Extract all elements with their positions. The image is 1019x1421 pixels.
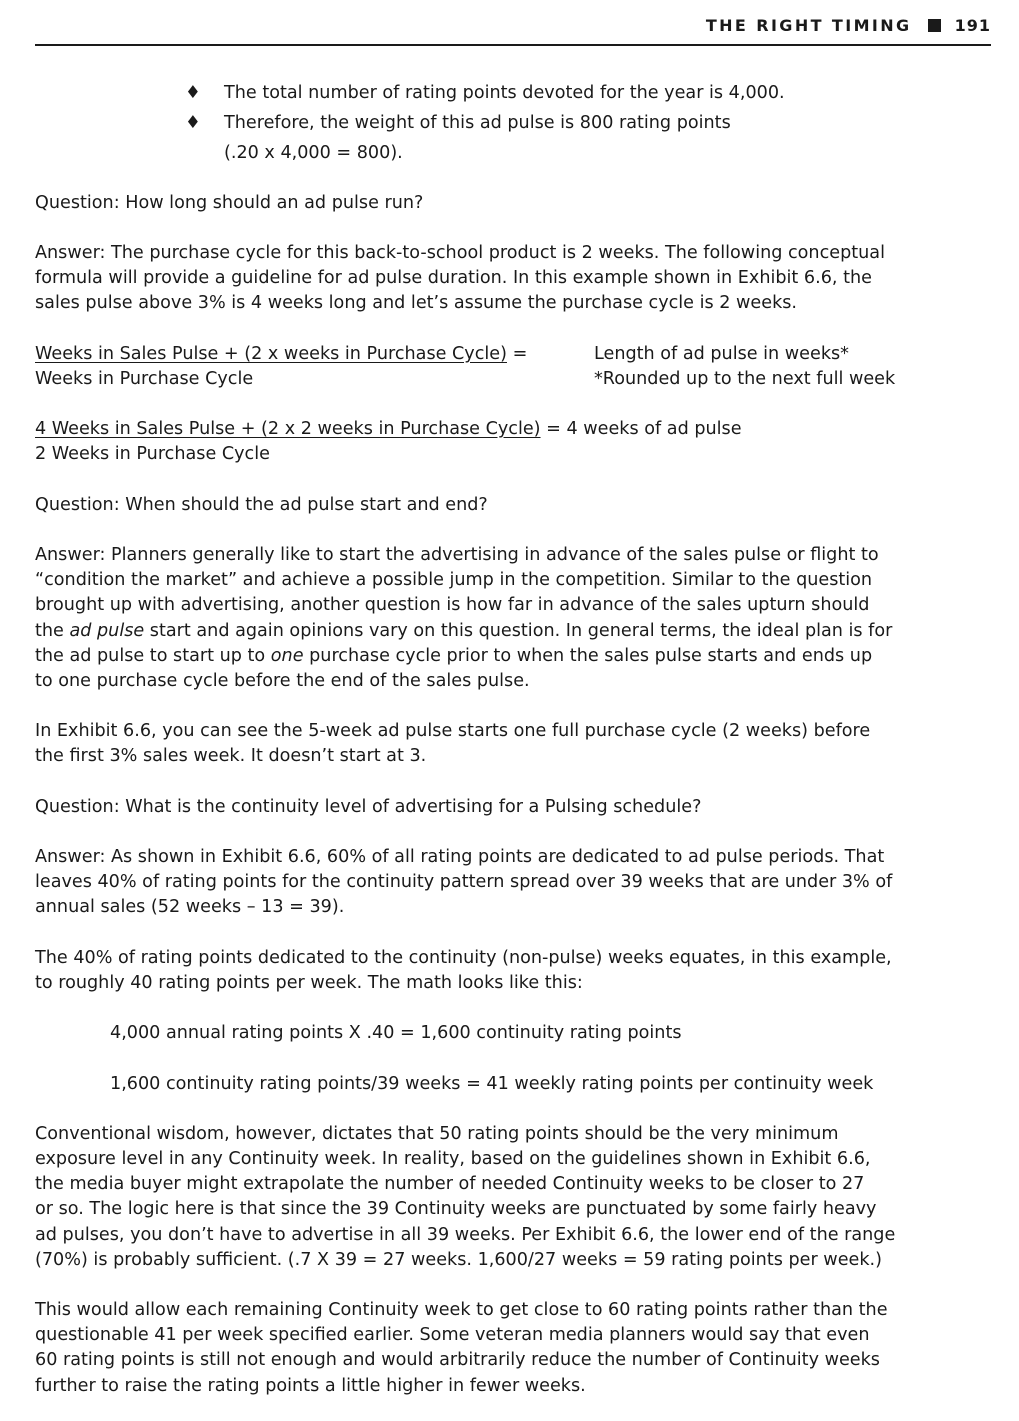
paragraph-line: questionable 41 per week specified earlier. Some veteran media planners would say that even [35, 1325, 870, 1345]
square-separator-icon [928, 19, 941, 32]
formula-footnote: *Rounded up to the next full week [594, 369, 896, 389]
paragraph-line: Answer: The purchase cycle for this back-to-school product is 2 weeks. The following conceptual [35, 243, 885, 263]
paragraph-line: formula will provide a guideline for ad pulse duration. In this example shown in Exhibit 6.6, the [35, 268, 872, 288]
text-run: start and again opinions vary on this question. In general terms, the ideal plan is for [144, 621, 893, 641]
formula-example-numerator-line [35, 417, 742, 442]
paragraph-line: or so. The logic here is that since the 39 Continuity weeks are punctuated by some fairly heavy [35, 1199, 877, 1219]
formula-numerator-line [35, 342, 527, 367]
text-run: purchase cycle prior to when the sales pulse starts and ends up [303, 646, 873, 666]
paragraph-line: further to raise the rating points a little higher in fewer weeks. [35, 1376, 586, 1396]
paragraph-line: ad pulses, you don’t have to advertise in all 39 weeks. Per Exhibit 6.6, the lower end of the range [35, 1225, 896, 1245]
paragraph-line: (70%) is probably sufficient. (.7 X 39 = 27 weeks. 1,600/27 weeks = 59 rating points per week.) [35, 1250, 882, 1270]
calculation-line: 1,600 continuity rating points/39 weeks = 41 weekly rating points per continuity week [110, 1074, 874, 1094]
bullet-item-text: (.20 x 4,000 = 800). [224, 143, 403, 163]
emphasis-text: ad pulse [69, 621, 145, 641]
paragraph-line: Answer: Planners generally like to start the advertising in advance of the sales pulse or flight to [35, 545, 879, 565]
formula-example-denominator: 2 Weeks in Purchase Cycle [35, 444, 270, 464]
paragraph-line: the media buyer might extrapolate the number of needed Continuity weeks to be closer to 27 [35, 1174, 865, 1194]
paragraph-line: “condition the market” and achieve a possible jump in the competition. Similar to the question [35, 570, 873, 590]
formula-equals: = [506, 344, 528, 364]
paragraph-line: This would allow each remaining Continuity week to get close to 60 rating points rather than the [35, 1300, 888, 1320]
calculation-line: 4,000 annual rating points X .40 = 1,600 continuity rating points [110, 1023, 682, 1043]
paragraph-line: exposure level in any Continuity week. In reality, based on the guidelines shown in Exhibit 6.6, [35, 1149, 871, 1169]
paragraph-line: 60 rating points is still not enough and would arbitrarily reduce the number of Continuity weeks [35, 1350, 880, 1370]
paragraph-line [35, 644, 872, 669]
formula-example-numerator: 4 Weeks in Sales Pulse + (2 x 2 weeks in Purchase Cycle) [35, 419, 541, 439]
text-run: the ad pulse to start up to [35, 646, 271, 666]
paragraph-line: leaves 40% of rating points for the continuity pattern spread over 39 weeks that are under 3% of [35, 872, 893, 892]
paragraph-line: to one purchase cycle before the end of the sales pulse. [35, 671, 530, 691]
running-header [35, 14, 991, 46]
bullet-item-text: The total number of rating points devoted for the year is 4,000. [224, 83, 785, 103]
formula-result: Length of ad pulse in weeks* [594, 344, 849, 364]
text-run: the [35, 621, 70, 641]
page-number: 191 [954, 16, 991, 35]
paragraph-line: the first 3% sales week. It doesn’t start at 3. [35, 746, 427, 766]
paragraph-line: brought up with advertising, another question is how far in advance of the sales upturn should [35, 595, 870, 615]
paragraph-line [35, 619, 892, 644]
question-start-end: Question: When should the ad pulse start and end? [35, 495, 488, 515]
running-title: THE RIGHT TIMING [705, 16, 912, 35]
paragraph-line: Answer: As shown in Exhibit 6.6, 60% of all rating points are dedicated to ad pulse periods. That [35, 847, 885, 867]
bullet-item-text: Therefore, the weight of this ad pulse is 800 rating points [224, 113, 731, 133]
diamond-bullet-icon: ♦ [185, 113, 201, 133]
formula-numerator: Weeks in Sales Pulse + (2 x weeks in Purchase Cycle) [35, 344, 507, 364]
paragraph-line: annual sales (52 weeks – 13 = 39). [35, 897, 345, 917]
diamond-bullet-icon: ♦ [185, 83, 201, 103]
formula-denominator: Weeks in Purchase Cycle [35, 369, 254, 389]
formula-example-result: = 4 weeks of ad pulse [540, 419, 742, 439]
paragraph-line: to roughly 40 rating points per week. The math looks like this: [35, 973, 583, 993]
running-header-content [706, 16, 991, 35]
paragraph-line: sales pulse above 3% is 4 weeks long and let’s assume the purchase cycle is 2 weeks. [35, 293, 798, 313]
paragraph-line: In Exhibit 6.6, you can see the 5-week ad pulse starts one full purchase cycle (2 weeks) before [35, 721, 871, 741]
question-continuity: Question: What is the continuity level of advertising for a Pulsing schedule? [35, 797, 702, 817]
question-duration: Question: How long should an ad pulse run? [35, 193, 424, 213]
paragraph-line: Conventional wisdom, however, dictates that 50 rating points should be the very minimum [35, 1124, 839, 1144]
emphasis-text: one [270, 646, 304, 666]
paragraph-line: The 40% of rating points dedicated to the continuity (non-pulse) weeks equates, in this example, [35, 948, 892, 968]
